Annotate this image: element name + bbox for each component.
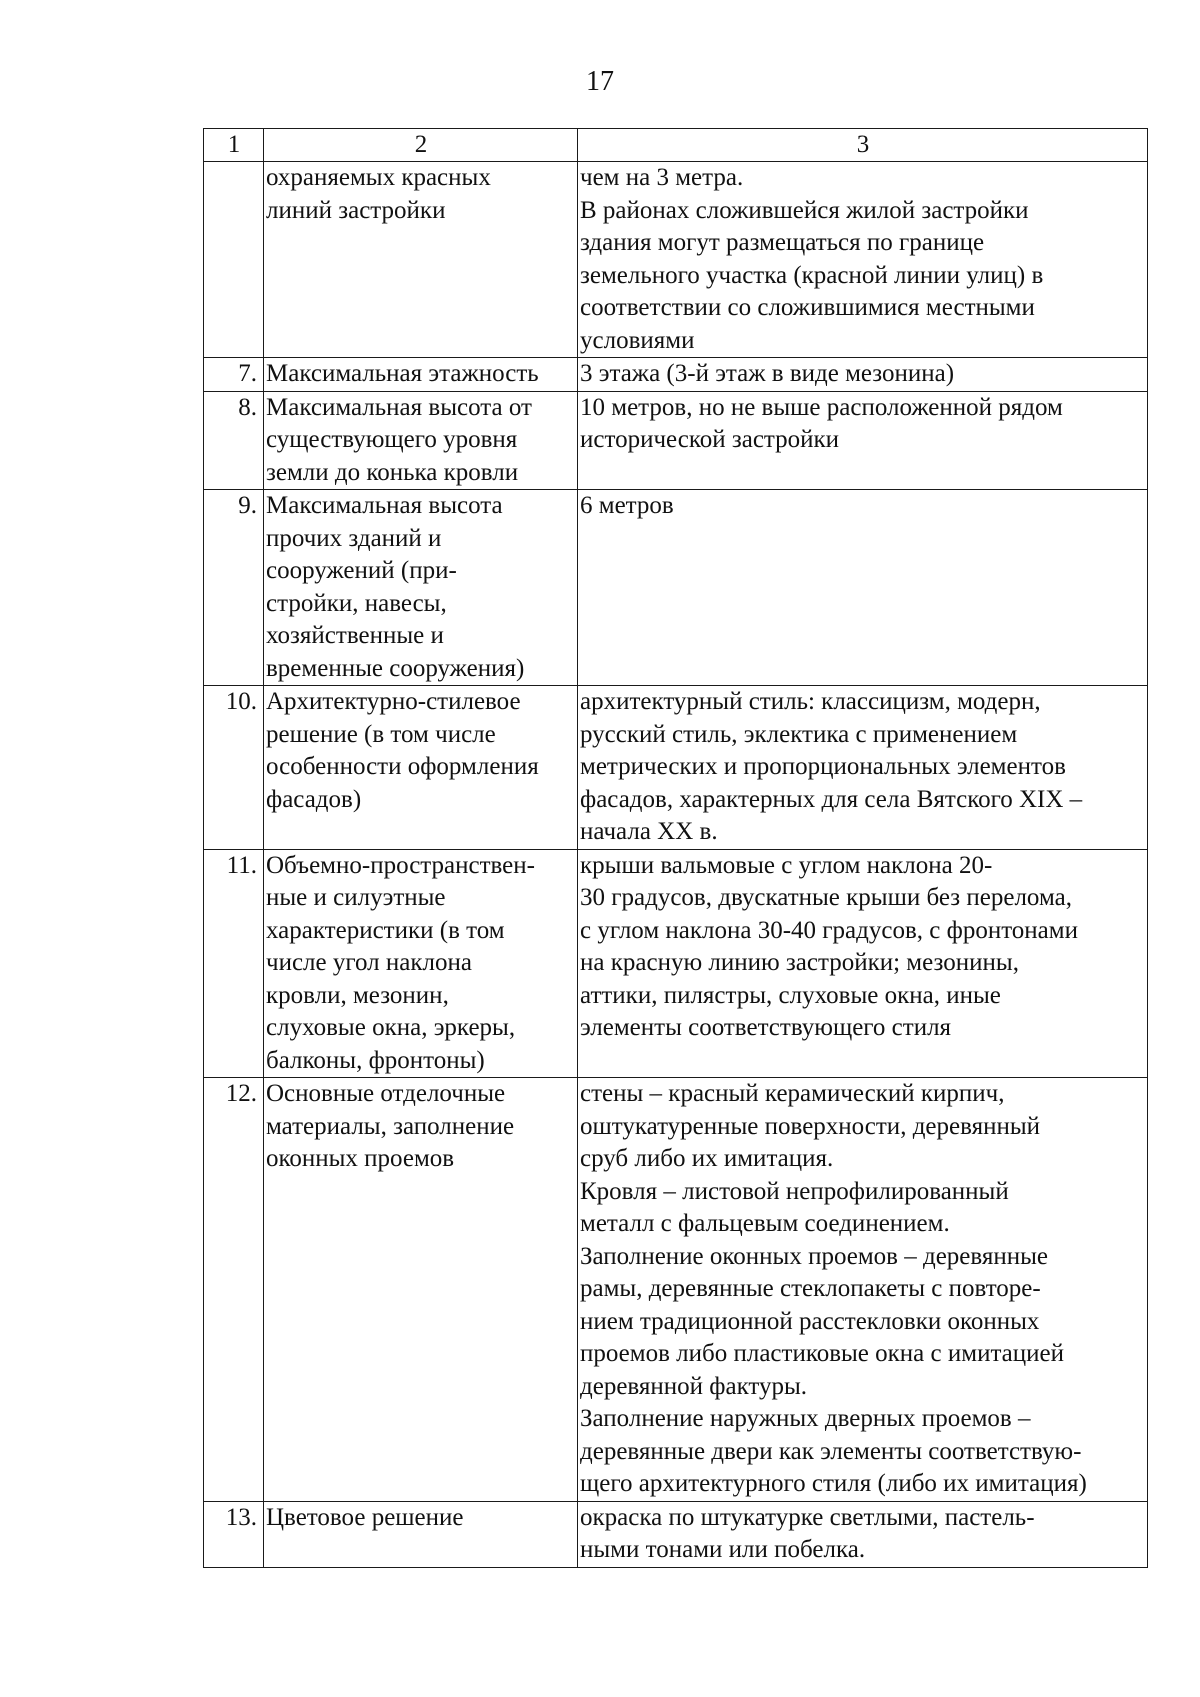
value-paragraph: 3 этажа (3-й этаж в виде мезонина) (580, 360, 955, 387)
table-header-row (204, 129, 1148, 162)
row-number (204, 162, 264, 358)
value-paragraph: Заполнение оконных проемов – деревянные рамы, деревянные стеклопакеты с повторе- нием традиционной расстекловки оконных проемов либо пластиковые окна с имитацией деревянной фактуры. (580, 1242, 1065, 1400)
parameter-text: Архитектурно-стилевое решение (в том числе особенности оформления фасадов) (266, 688, 539, 813)
parameter-cell (264, 391, 578, 490)
parameter-cell (264, 1078, 578, 1502)
value-paragraph: крыши вальмовые с углом наклона 20- 30 градусов, двускатные крыши без перелома, с углом наклона 30-40 градусов, с фронтонами на красную линию застройки; мезонины, аттики, пилястры, слуховые окна, иные элементы соответствующего стиля (580, 851, 1078, 1041)
parameter-text: охраняемых красных линий застройки (266, 164, 491, 224)
value-cell (578, 849, 1148, 1078)
parameter-text: Объемно-пространствен- ные и силуэтные характеристики (в том числе угол наклона кровли, мезонин, слуховые окна, эркеры, балконы, фронтоны) (266, 851, 535, 1074)
parameter-cell (264, 162, 578, 358)
requirements-table (203, 128, 1148, 1568)
value-cell (578, 162, 1148, 358)
page-number: 17 (586, 66, 614, 97)
table-row (204, 1501, 1148, 1567)
parameter-cell (264, 358, 578, 392)
header-cell-value: 3 (578, 129, 1148, 162)
value-paragraph: Кровля – листовой непрофилированный металл с фальцевым соединением. (580, 1177, 1009, 1237)
value-cell (578, 1078, 1148, 1502)
value-cell (578, 391, 1148, 490)
header-cell-parameter: 2 (264, 129, 578, 162)
table-row (204, 849, 1148, 1078)
row-number: 13. (204, 1501, 264, 1567)
value-cell (578, 1501, 1148, 1567)
parameter-cell (264, 849, 578, 1078)
row-number: 10. (204, 686, 264, 850)
value-cell (578, 490, 1148, 686)
value-paragraph: В районах сложившейся жилой застройки здания могут размещаться по границе земельного участка (красной линии улиц) в соответствии со сложившимися местными условиями (580, 196, 1044, 354)
table-row (204, 490, 1148, 686)
parameter-text: Основные отделочные материалы, заполнение оконных проемов (266, 1080, 515, 1172)
parameter-text: Цветовое решение (266, 1503, 464, 1531)
table-row (204, 1078, 1148, 1502)
value-paragraph: 6 метров (580, 492, 674, 519)
header-cell-number: 1 (204, 129, 264, 162)
table-row (204, 391, 1148, 490)
parameter-cell (264, 686, 578, 850)
parameter-text: Максимальная этажность (266, 360, 539, 387)
parameter-text: Максимальная высота от существующего уровня земли до конька кровли (266, 393, 532, 486)
parameter-cell (264, 490, 578, 686)
value-paragraph: стены – красный керамический кирпич, оштукатуренные поверхности, деревянный сруб либо их имитация. (580, 1080, 1041, 1172)
table-row (204, 162, 1148, 358)
parameter-text: Максимальная высота прочих зданий и сооружений (при- стройки, навесы, хозяйственные и временные сооружения) (266, 492, 525, 682)
table-row (204, 686, 1148, 850)
row-number: 11. (204, 849, 264, 1078)
value-paragraph: архитектурный стиль: классицизм, модерн, русский стиль, эклектика с применением метрических и пропорциональных элементов фасадов, характерных для села Вятского XIX – начала XX в. (580, 688, 1083, 845)
row-number: 9. (204, 490, 264, 686)
value-paragraph: 10 метров, но не выше расположенной рядом исторической застройки (580, 393, 1063, 453)
parameter-cell (264, 1501, 578, 1567)
value-cell (578, 686, 1148, 850)
row-number: 7. (204, 358, 264, 392)
row-number: 8. (204, 391, 264, 490)
value-cell (578, 358, 1148, 392)
value-paragraph: Заполнение наружных дверных проемов – деревянные двери как элементы соответствую- щего архитектурного стиля (либо их имитация) (580, 1405, 1087, 1497)
value-paragraph: чем на 3 метра. (580, 164, 744, 191)
row-number: 12. (204, 1078, 264, 1502)
table-row (204, 358, 1148, 392)
value-paragraph: окраска по штукатурке светлыми, пастель- ными тонами или побелка. (580, 1503, 1035, 1563)
